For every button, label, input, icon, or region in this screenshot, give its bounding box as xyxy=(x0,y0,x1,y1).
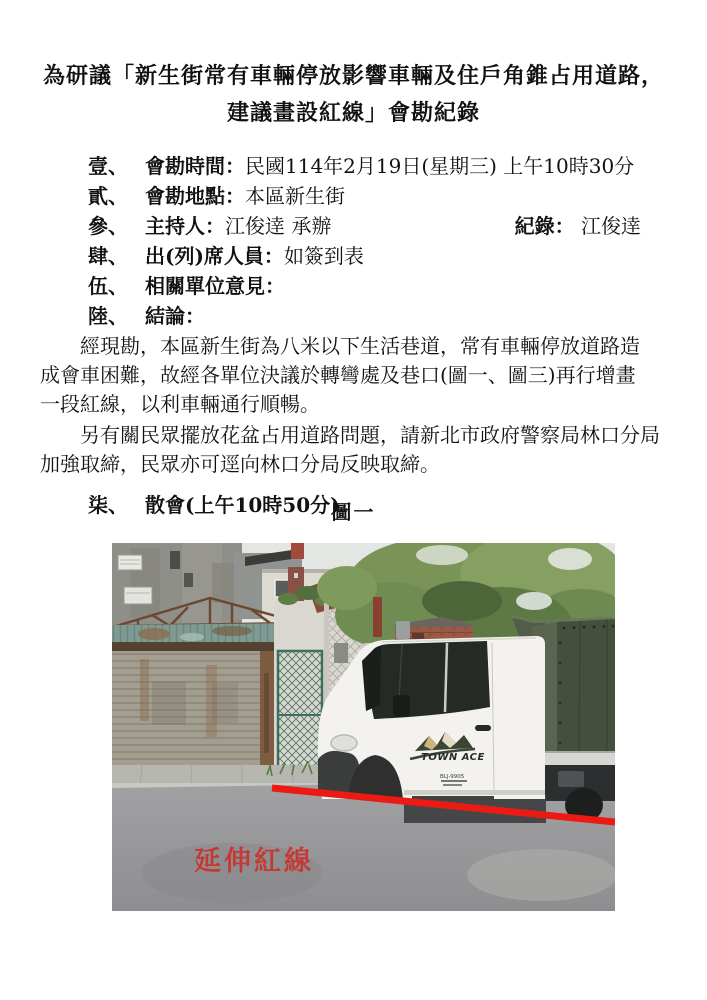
red-line-label: 延伸紅線 xyxy=(194,846,314,877)
truck-plate-text: BLJ-9905 xyxy=(440,774,465,780)
item-number: 柒、 xyxy=(88,493,128,517)
recorder-field xyxy=(515,210,641,239)
item-label: 出(列)席人員： xyxy=(145,244,284,268)
item-number: 陸、 xyxy=(88,304,128,328)
item-value: 本區新生街 xyxy=(245,184,345,208)
item-number: 伍、 xyxy=(88,274,128,298)
title-line-2: 建議畫設紅線」會勘紀錄 xyxy=(226,100,480,126)
site-photo xyxy=(112,543,615,911)
item-number: 肆、 xyxy=(88,244,128,268)
item-label: 相關單位意見： xyxy=(145,274,285,298)
utility-box xyxy=(396,621,410,639)
list-item-host xyxy=(0,210,707,240)
document-title xyxy=(0,0,707,132)
shed-corrugated-band xyxy=(112,623,302,651)
truck-logo-text: TOWN ACE xyxy=(421,752,485,763)
concrete-building xyxy=(112,543,242,629)
item-value: 如簽到表 xyxy=(283,244,364,268)
item-label: 散會(上午10時50分) xyxy=(145,493,340,517)
rust-streak xyxy=(264,673,269,753)
paragraph-line: 成會車困難，故經各單位決議於轉彎處及巷口(圖一、圖三)再行增畫 xyxy=(40,363,636,387)
recorder-value: 江俊逹 xyxy=(581,214,641,238)
list-item-conclusion xyxy=(0,300,707,330)
roller-shutter-door xyxy=(112,651,260,778)
road-light-patch xyxy=(467,849,615,901)
item-label: 主持人： xyxy=(145,214,225,238)
meeting-info-list xyxy=(0,150,707,330)
list-item-opinions xyxy=(0,270,707,300)
list-item-attendees xyxy=(0,240,707,270)
list-item-place xyxy=(0,180,707,210)
item-value: 民國114年2月19日(星期三) 上午10時30分 xyxy=(245,154,635,178)
item-number: 貳、 xyxy=(88,184,128,208)
recorder-label: 紀錄： xyxy=(514,214,575,238)
list-item-time xyxy=(0,150,707,180)
item-value: 江俊逹 承辦 xyxy=(225,214,332,238)
item-label: 會勘時間： xyxy=(145,154,245,178)
title-line-1: 為研議「新生街常有車輛停放影響車輛及住戶角錐占用道路， xyxy=(42,63,664,89)
item-label: 結論： xyxy=(145,304,205,328)
street-photo-illustration xyxy=(112,543,615,911)
paragraph-line: 一段紅線，以利車輛通行順暢。 xyxy=(40,392,320,416)
item-number: 壹、 xyxy=(88,154,128,178)
conclusion-paragraph-1 xyxy=(40,332,667,419)
paragraph-line: 另有關民眾擺放花盆占用道路問題，請新北市政府警察局林口分局 xyxy=(80,423,660,447)
paragraph-line: 經現勘，本區新生街為八米以下生活巷道，常有車輛停放道路造 xyxy=(80,334,640,358)
figure-caption: 圖一 xyxy=(331,500,376,524)
paragraph-line: 加強取締，民眾亦可逕向林口分局反映取締。 xyxy=(40,452,440,476)
item-label: 會勘地點： xyxy=(145,184,245,208)
conclusion-paragraph-2 xyxy=(40,421,667,479)
item-number: 參、 xyxy=(88,214,128,238)
